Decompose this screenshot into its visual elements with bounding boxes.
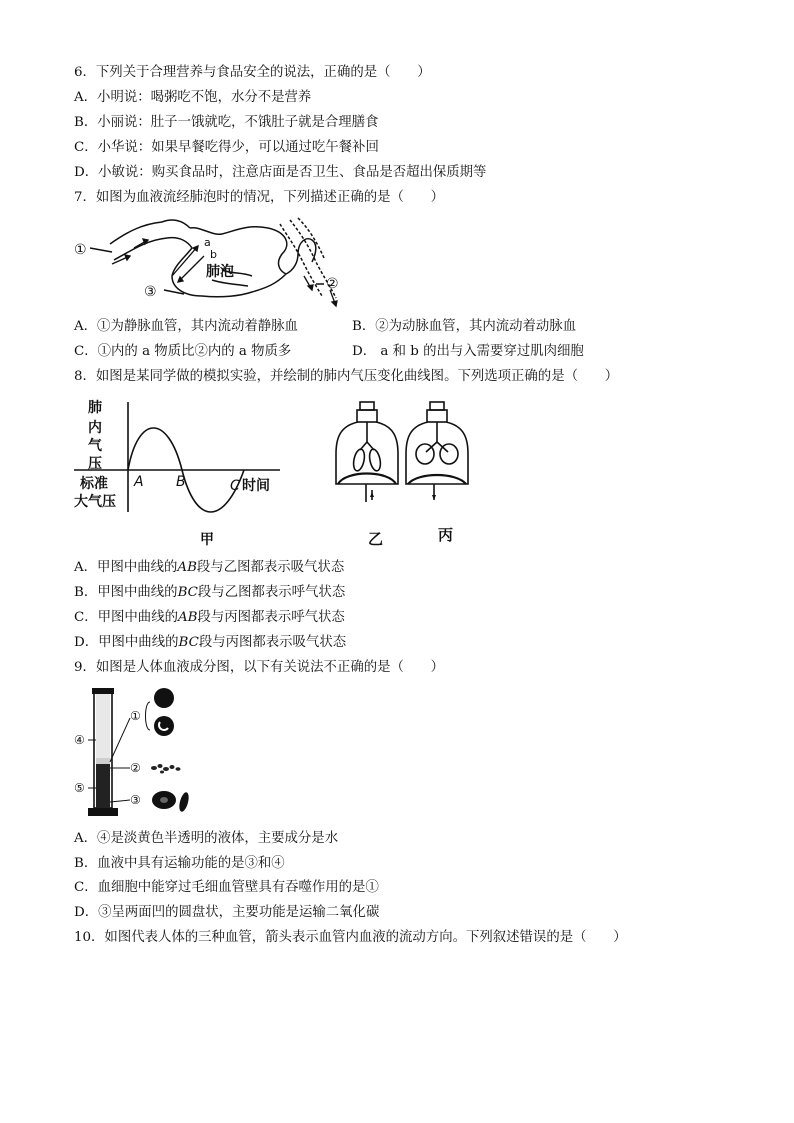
- label-a: a: [204, 236, 211, 249]
- y-label-char: 压: [88, 456, 102, 472]
- q8-option-c: C．甲图中曲线的AB段与丙图都表示呼气状态: [74, 610, 345, 625]
- q9-stem: 9．如图是人体血液成分图，以下有关说法不正确的是（ ）: [74, 660, 445, 675]
- q9-option-c: C．血细胞中能穿过毛细血管壁具有吞噬作用的是①: [74, 880, 379, 895]
- caption-jia: 甲: [200, 532, 214, 548]
- q8-option-b: B．甲图中曲线的BC段与乙图都表示呼气状态: [74, 585, 346, 600]
- q7-option-c: C．①内的 a 物质比②内的 a 物质多: [74, 344, 292, 359]
- q6-option-c: C．小华说：如果早餐吃得少，可以通过吃午餐补回: [74, 140, 379, 155]
- q6-stem: 6．下列关于合理营养与食品安全的说法，正确的是（ ）: [74, 65, 431, 80]
- bell-jar-models: [330, 398, 480, 550]
- caption-yi: 乙: [368, 530, 384, 548]
- lung-pressure-graph: [72, 394, 292, 554]
- label-1: ①: [130, 709, 141, 723]
- label-2: ②: [130, 761, 141, 775]
- label-5: ⑤: [74, 781, 85, 795]
- caption-bing: 丙: [438, 526, 454, 544]
- label-3: ③: [144, 284, 157, 300]
- y-label-char: 气: [88, 438, 102, 454]
- q6-option-a: A．小明说：喝粥吃不饱，水分不是营养: [74, 90, 312, 105]
- q9-option-d: D．③呈两面凹的圆盘状，主要功能是运输二氧化碳: [74, 905, 380, 920]
- label-2: ②: [326, 276, 339, 292]
- y-label-char: 肺: [88, 400, 102, 416]
- std-pressure-label: 大气压: [74, 494, 116, 510]
- q7-option-a: A．①为静脉血管，其内流动着静脉血: [74, 319, 298, 334]
- point-b: B: [176, 474, 186, 490]
- q6-option-d: D．小敏说：购买食品时，注意店面是否卫生、食品是否超出保质期等: [74, 165, 487, 180]
- q9-option-b: B．血液中具有运输功能的是③和④: [74, 856, 285, 871]
- q8-option-d: D．甲图中曲线的BC段与丙图都表示吸气状态: [74, 635, 347, 650]
- y-label-char: 内: [88, 420, 102, 436]
- q9-option-a: A．④是淡黄色半透明的液体，主要成分是水: [74, 831, 339, 846]
- q8-option-a: A．甲图中曲线的AB段与乙图都表示吸气状态: [74, 560, 345, 575]
- q8-stem: 8．如图是某同学做的模拟实验，并绘制的肺内气压变化曲线图。下列选项正确的是（ ）: [74, 369, 619, 384]
- std-pressure-label: 标准: [80, 476, 108, 492]
- label-b: b: [210, 248, 217, 261]
- blood-components-diagram: [74, 684, 204, 824]
- q10-stem: 10．如图代表人体的三种血管，箭头表示血管内血液的流动方向。下列叙述错误的是（ ）: [74, 930, 627, 945]
- label-3: ③: [130, 793, 141, 807]
- alveolus-label: 肺泡: [206, 264, 234, 280]
- q7-option-b: B．②为动脉血管，其内流动着动脉血: [352, 319, 577, 334]
- label-4: ④: [74, 733, 85, 747]
- time-axis-label: 时间: [242, 478, 270, 494]
- q6-option-b: B．小丽说：肚子一饿就吃，不饿肚子就是合理膳食: [74, 115, 379, 130]
- label-1: ①: [74, 242, 87, 258]
- point-c: C: [230, 478, 240, 494]
- alveolus-diagram: [72, 214, 362, 314]
- q7-stem: 7．如图为血液流经肺泡时的情况，下列描述正确的是（ ）: [74, 190, 445, 205]
- q7-option-d: D． a 和 b 的出与入需要穿过肌肉细胞: [352, 344, 584, 359]
- point-a: A: [134, 474, 144, 490]
